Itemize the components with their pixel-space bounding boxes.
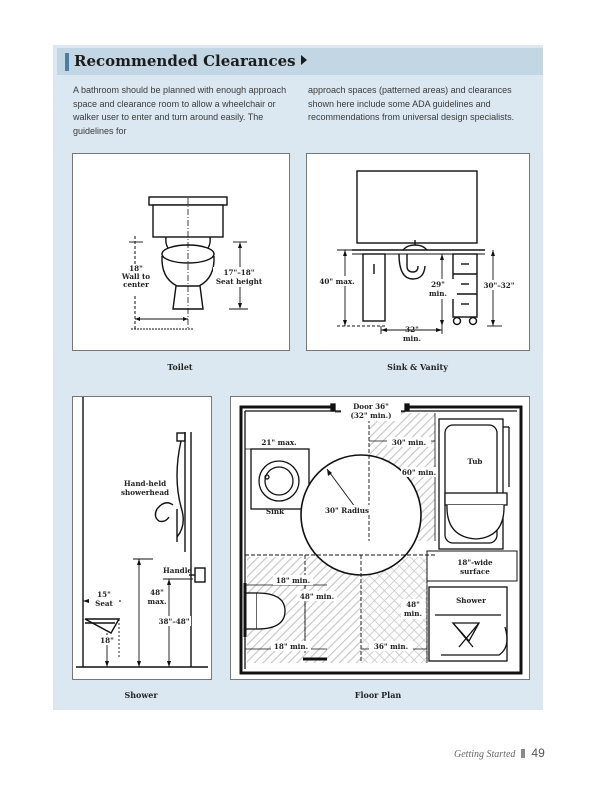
page-title-text: Recommended Clearances [74, 52, 296, 70]
header-accent-bar [65, 53, 69, 71]
section-header [57, 48, 543, 75]
shower-h18: 18" [100, 636, 114, 645]
floor-plan-drawing [231, 397, 529, 679]
intro-text-right: approach spaces (patterned areas) and clearances shown here include some ADA guidelines and recommendations from universal design specialists. [308, 85, 515, 122]
floor-min18b: 18" min. [273, 642, 309, 651]
floor-min36: 36" min. [373, 642, 409, 651]
sink-min32-suffix: min. [402, 334, 422, 343]
floor-door-1: Door 36" [353, 402, 389, 411]
caption-shower: Shower [124, 690, 158, 700]
sink-min29-suffix: min. [428, 289, 448, 298]
page-title [74, 52, 307, 70]
shower-range38: 38"–48" [158, 617, 190, 626]
footer-section: Getting Started [454, 749, 516, 760]
floor-min48a: 48" min. [299, 592, 335, 601]
sink-vanity-drawing [307, 154, 529, 350]
toilet-seat-dim: 17"–18" [223, 268, 255, 277]
floor-min30: 30" min. [391, 438, 427, 447]
sink-min32: 32" [405, 325, 419, 334]
sink-vanity-figure [306, 153, 530, 351]
shower-max48-suffix: max. [147, 597, 167, 606]
intro-text-left: A bathroom should be planned with enough approach space and clearance room to allow a wheelchair or walker user to enter and turn around easily. The guidelines for [73, 85, 287, 136]
floor-door-2: (32" min.) [350, 411, 392, 420]
floor-min48b: 48" [406, 600, 420, 609]
floor-tub-label: Tub [467, 457, 483, 466]
floor-plan-figure [230, 396, 530, 680]
toilet-wall-label-2: center [123, 280, 149, 289]
mirror [357, 171, 477, 243]
floor-sink-label: Sink [265, 507, 285, 516]
toilet-figure [72, 153, 290, 351]
floor-shower-label: Shower [456, 596, 486, 605]
toilet-seat-label: Seat height [215, 277, 263, 286]
shower-drawing [73, 397, 211, 679]
toilet-wall-dim: 18" [129, 264, 143, 273]
floor-min48b-suffix: min. [403, 609, 423, 618]
triangle-right-icon [301, 55, 307, 65]
toilet-drawing [73, 154, 289, 350]
floor-radius-label: 30" Radius [324, 506, 370, 515]
floor-min18a: 18" min. [275, 576, 311, 585]
caption-toilet: Toilet [167, 362, 193, 372]
page-footer [454, 746, 545, 760]
shower-handle-label: Handle [163, 566, 193, 575]
floor-surface-2: surface [460, 567, 490, 576]
shower-seat15: 15" [97, 590, 111, 599]
shower-seat-label: Seat [95, 599, 113, 608]
floor-surface-1: 18"-wide [457, 558, 493, 567]
floor-min60: 60" min. [401, 468, 437, 477]
caption-floor-plan: Floor Plan [354, 690, 402, 700]
sink-min29: 29" [431, 280, 445, 289]
floor-max21: 21" max. [261, 438, 297, 447]
caption-sink-vanity: Sink & Vanity [387, 362, 448, 372]
toilet-wall-label-1: Wall to [121, 272, 151, 281]
sink-max40: 40" max. [319, 277, 355, 286]
shower-handheld-1: Hand-held [123, 479, 167, 488]
shower-max48: 48" [150, 588, 164, 597]
sink-range30: 30"–32" [483, 281, 515, 290]
shower-figure [72, 396, 212, 680]
footer-separator [521, 749, 525, 758]
shower-handheld-2: showerhead [120, 488, 170, 497]
page-number: 49 [531, 746, 545, 760]
